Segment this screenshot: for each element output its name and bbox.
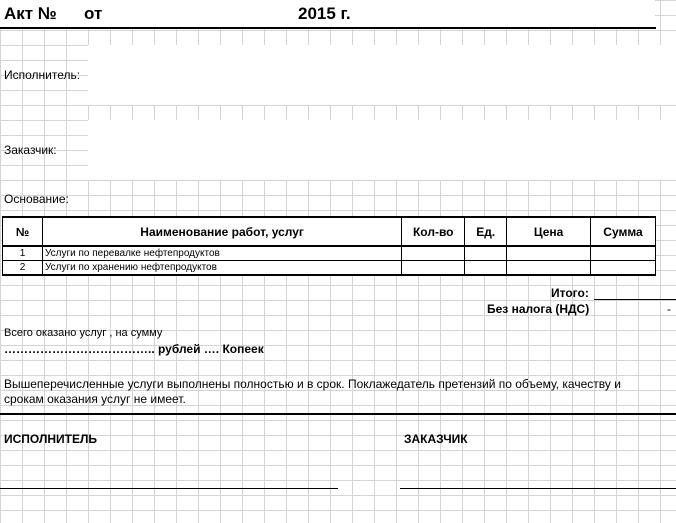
- row-number: 1: [3, 246, 43, 261]
- act-date-from-label: от: [84, 4, 103, 23]
- row-price: [507, 246, 591, 261]
- column-header-name: Наименование работ, услуг: [42, 217, 401, 246]
- basis-label: Основание:: [4, 192, 69, 206]
- services-total-text: Всего оказано услуг , на сумму: [4, 327, 163, 339]
- completion-statement-line2: срокам оказания услуг не имеет.: [4, 392, 186, 406]
- table-header-row: [3, 217, 656, 246]
- signature-section-divider: [0, 413, 676, 415]
- row-number: 2: [3, 261, 43, 276]
- executor-label: Исполнитель:: [4, 68, 81, 82]
- no-vat-value: -: [667, 302, 671, 316]
- row-sum: [591, 261, 656, 276]
- customer-label: Заказчик:: [4, 143, 57, 157]
- column-header-unit: Ед.: [465, 217, 507, 246]
- executor-signature-heading: ИСПОЛНИТЕЛЬ: [4, 432, 98, 446]
- column-header-sum: Сумма: [591, 217, 656, 246]
- column-header-number: №: [3, 217, 43, 246]
- table-row: [3, 246, 656, 261]
- total-label: Итого:: [551, 286, 589, 300]
- customer-value-area: [88, 120, 676, 180]
- act-number-label: Акт №: [4, 4, 57, 23]
- executor-signature-line: [0, 488, 338, 489]
- completion-statement: Вышеперечисленные услуги выполнены полностью и в срок. Поклажедатель претензий по объему, качеству и: [4, 377, 621, 391]
- customer-signature-line: [400, 488, 676, 489]
- no-vat-label: Без налога (НДС): [487, 302, 590, 316]
- title-underline: [0, 27, 656, 29]
- column-header-quantity: Кол-во: [402, 217, 465, 246]
- row-service-name: Услуги по хранению нефтепродуктов: [42, 261, 401, 276]
- row-price: [507, 261, 591, 276]
- services-table: [2, 216, 656, 276]
- column-header-price: Цена: [507, 217, 591, 246]
- amount-in-words: ……………………………….. рублей …. Копеек: [4, 342, 264, 356]
- total-value-line: [594, 299, 676, 300]
- executor-value-area: [88, 45, 676, 105]
- row-quantity: [402, 246, 465, 261]
- act-year-label: 2015 г.: [298, 4, 351, 23]
- table-row: [3, 261, 656, 276]
- row-unit: [465, 246, 507, 261]
- row-service-name: Услуги по перевалке нефтепродуктов: [42, 246, 401, 261]
- customer-signature-heading: ЗАКАЗЧИК: [404, 432, 468, 446]
- row-unit: [465, 261, 507, 276]
- row-sum: [591, 246, 656, 261]
- row-quantity: [402, 261, 465, 276]
